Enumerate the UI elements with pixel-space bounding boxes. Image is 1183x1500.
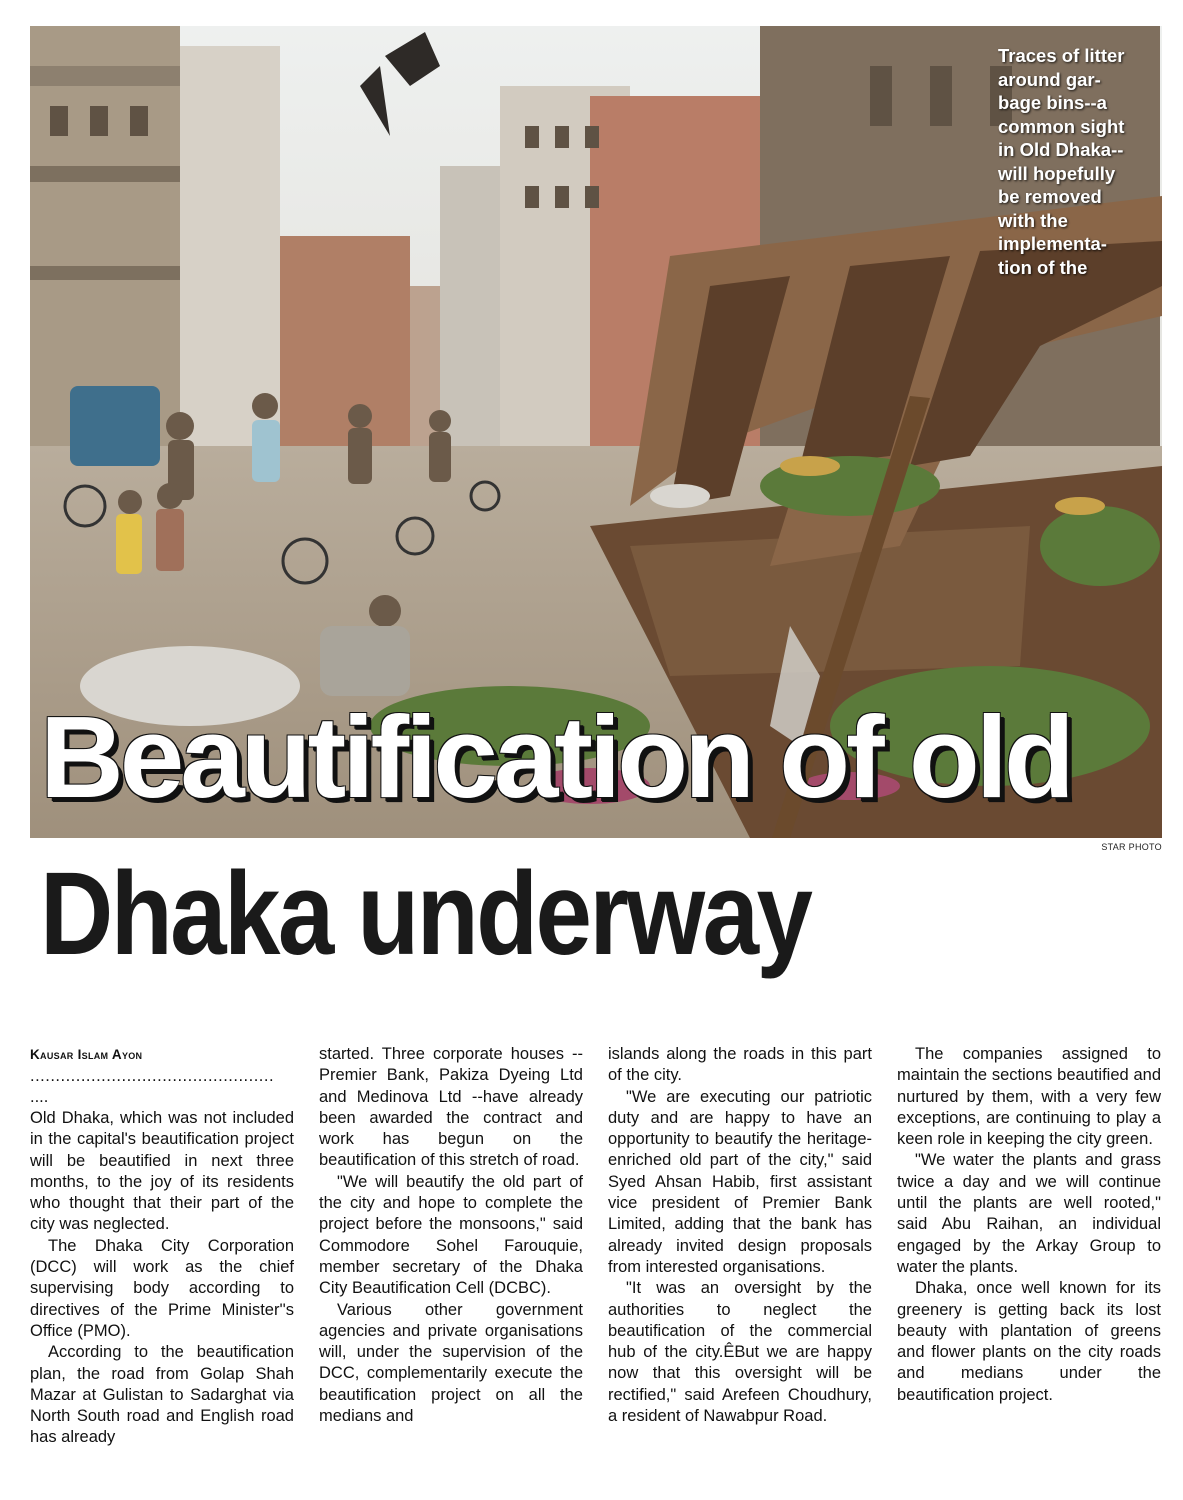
- article-column-3: [608, 1044, 872, 1427]
- byline-first-name: Kausar Islam Ayon: [30, 1047, 143, 1062]
- paragraph: islands along the roads in this part of the city.: [608, 1045, 872, 1085]
- paragraph: "We water the plants and grass twice a day and we will continue until the plants are well rooted," said Abu Raihan, an individual engaged by the Arkay Group to water the plants.: [897, 1151, 1161, 1276]
- paragraph: Dhaka, once well known for its greenery is getting back its lost beauty with plantation of greens and flower plants on the city roads and medians under the beautification project.: [897, 1279, 1161, 1404]
- caption-line: will hopefully: [998, 162, 1116, 184]
- paragraph: According to the beautification plan, the road from Golap Shah Mazar at Gulistan to Sadarghat via North South road and English road has already: [30, 1343, 294, 1447]
- paragraph: The Dhaka City Corporation (DCC) will work as the chief supervising body according to directives of the Prime Minister''s Office (PMO).: [30, 1236, 294, 1340]
- caption-line: tion of the: [998, 256, 1088, 278]
- caption-line: with the: [998, 209, 1068, 231]
- paragraph: "It was an oversight by the authorities to neglect the beautification of the commercial hub of the city.ÊBut we are happy now that this oversight will be rectified," said Arefeen Choudhury, a resident of Nawabpur Road.: [608, 1279, 872, 1426]
- byline-dotted-rule-end: ....: [30, 1088, 49, 1106]
- paragraph: "We are executing our patriotic duty and are happy to have an opportunity to beautify the heritage-enriched old part of the city," said Syed Ahsan Habib, first assistant vice president of Premier Bank Limited, adding that the bank has already invited design proposals from interested organisations.: [608, 1087, 872, 1276]
- headline-line-2: Dhaka underway: [40, 848, 811, 980]
- caption-line: Traces of litter: [998, 45, 1125, 66]
- caption-line: around gar-: [998, 68, 1101, 90]
- caption-line: implementa-: [998, 233, 1107, 254]
- caption-line: be removed: [998, 186, 1102, 207]
- paragraph: The companies assigned to maintain the sections beautified and nurtured by them, with a very few exceptions, are continuing to play a keen role in keeping the city green.: [897, 1045, 1161, 1149]
- caption-line: in Old Dhaka--: [998, 139, 1124, 160]
- byline: [30, 1044, 294, 1066]
- article-column-1: [30, 1044, 294, 1449]
- article-column-4: [897, 1044, 1161, 1406]
- paragraph: started. Three corporate houses --Premier Bank, Pakiza Dyeing Ltd and Medinova Ltd --have already been awarded the contract and work has begun on the beautification of this stretch of road.: [319, 1045, 583, 1170]
- byline-dotted-rule: ................................................: [30, 1067, 275, 1085]
- paragraph: Various other government agencies and private organisations will, under the supervision of the DCC, complementarily execute the beautification project on all the medians and: [319, 1300, 583, 1426]
- paragraph: "We will beautify the old part of the city and hope to complete the project before the monsoons," said Commodore Sohel Farouquie, member secretary of the Dhaka City Beautification Cell (DCBC).: [319, 1172, 583, 1298]
- article-column-2: [319, 1044, 583, 1427]
- paragraph: Old Dhaka, which was not included in the capital's beautification project will be beautified in next three months, to the joy of its residents who thought that their part of the city was neglected.: [30, 1109, 294, 1234]
- photo-caption: [998, 44, 1148, 279]
- caption-line: bage bins--a: [998, 92, 1107, 113]
- headline-line-1: Beautification of old: [40, 692, 1071, 822]
- street-photo: [30, 26, 1162, 838]
- caption-line: common sight: [998, 115, 1125, 137]
- photo-credit: STAR PHOTO: [1101, 842, 1162, 852]
